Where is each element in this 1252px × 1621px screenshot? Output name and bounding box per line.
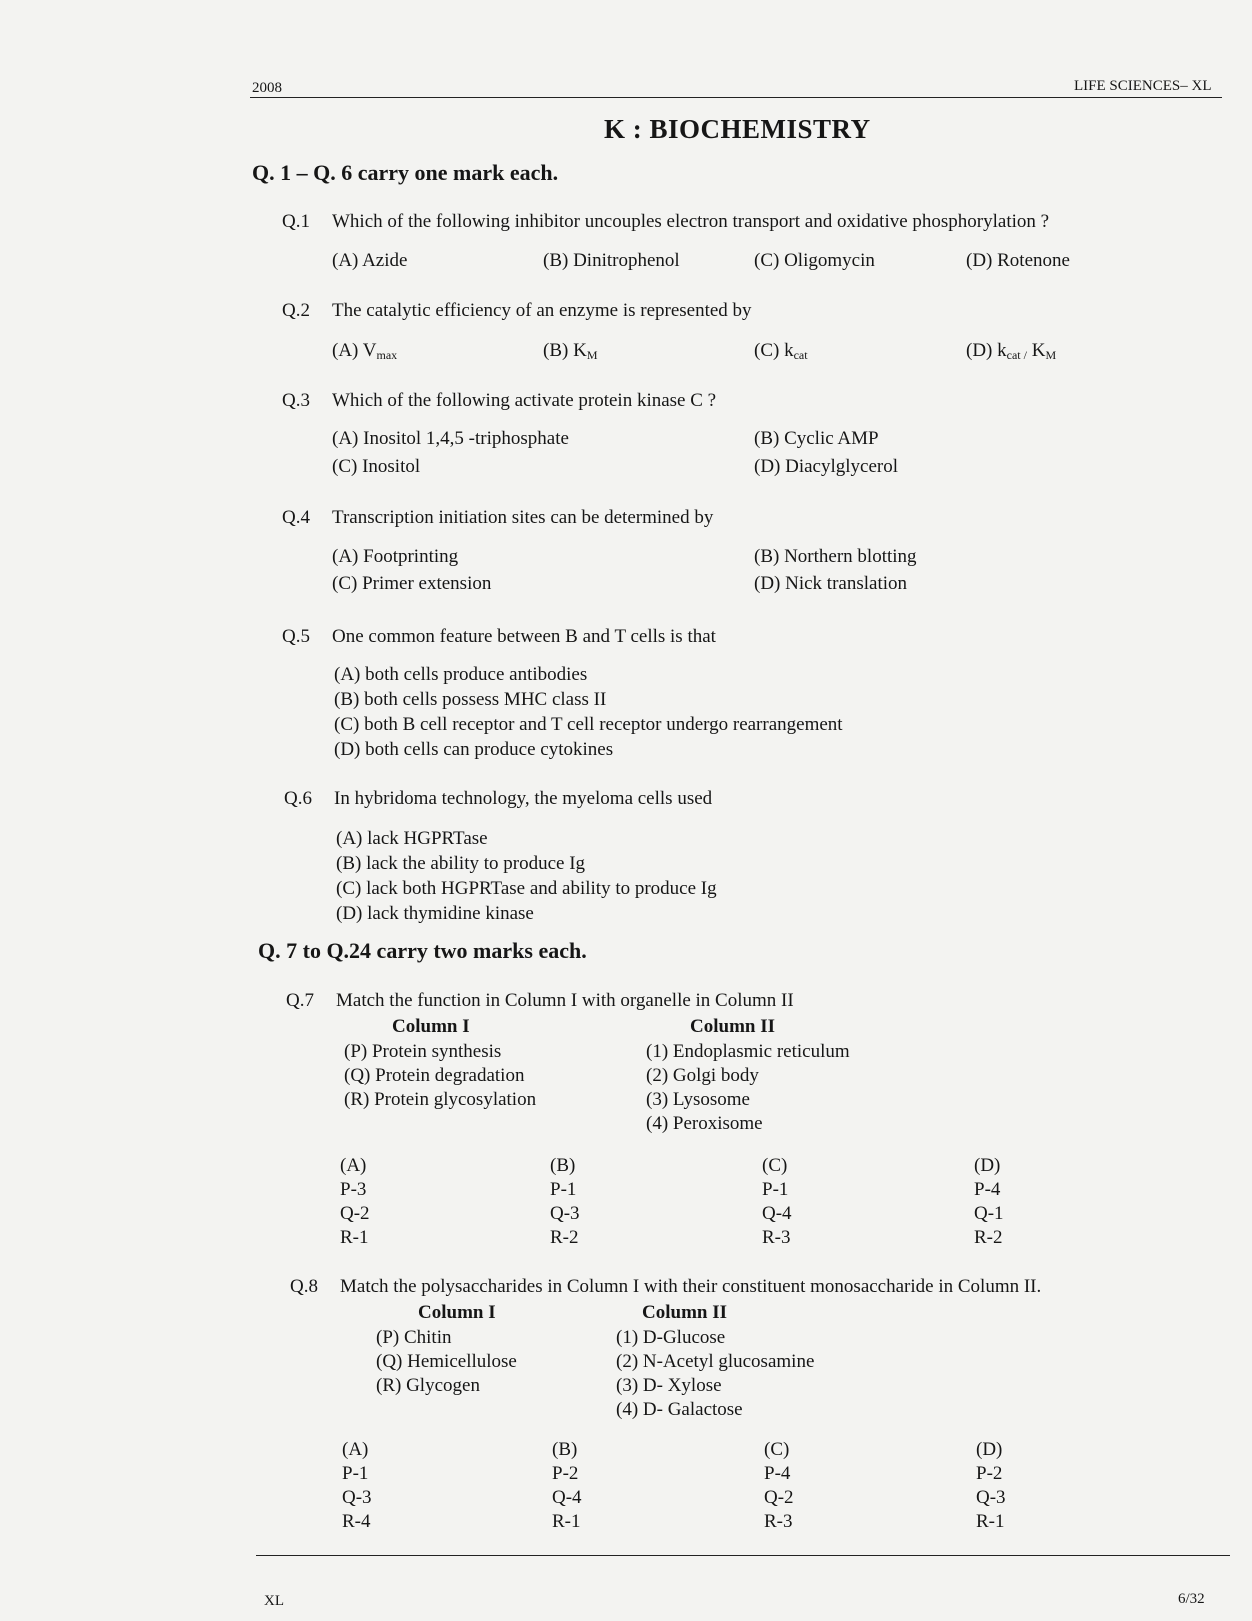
option-b: (B) both cells possess MHC class II xyxy=(334,689,607,710)
option-c: (C) Primer extension xyxy=(332,573,492,594)
question-text: Which of the following inhibitor uncouples electron transport and oxidative phosphorylation ? xyxy=(332,211,1050,232)
option-c: (C) Oligomycin xyxy=(754,250,875,271)
answer-pair: P-1 xyxy=(550,1179,577,1200)
answer-pair: Q-2 xyxy=(340,1203,370,1224)
answer-label: (C) xyxy=(764,1439,790,1460)
answer-label: (B) xyxy=(550,1155,576,1176)
list-item: (3) D- Xylose xyxy=(616,1375,722,1396)
answer-pair: Q-3 xyxy=(342,1487,372,1508)
answer-option-d xyxy=(976,1438,1006,1534)
column-i-list xyxy=(376,1326,517,1398)
list-item: (3) Lysosome xyxy=(646,1089,750,1110)
answer-pair: R-2 xyxy=(974,1227,1003,1248)
list-item: (4) D- Galactose xyxy=(616,1399,743,1420)
answer-option-b xyxy=(552,1438,582,1534)
option-d: (D) lack thymidine kinase xyxy=(336,903,534,924)
question-text: The catalytic efficiency of an enzyme is represented by xyxy=(332,300,752,321)
list-item: (Q) Hemicellulose xyxy=(376,1351,517,1372)
section-heading-two-marks: Q. 7 to Q.24 carry two marks each. xyxy=(258,938,587,963)
option-d: (D) Nick translation xyxy=(754,573,908,594)
question-number: Q.7 xyxy=(286,990,314,1011)
option-c: (C) both B cell receptor and T cell receptor undergo rearrangement xyxy=(334,714,843,735)
option-d: (D) Diacylglycerol xyxy=(754,456,899,477)
page-number: 6/32 xyxy=(1178,1591,1205,1607)
section-heading-one-mark: Q. 1 – Q. 6 carry one mark each. xyxy=(252,160,559,185)
option-a: (A) both cells produce antibodies xyxy=(334,664,588,685)
answer-pair: P-3 xyxy=(340,1179,367,1200)
option-a xyxy=(332,340,397,363)
question-text: Transcription initiation sites can be determined by xyxy=(332,507,714,528)
answer-pair: R-4 xyxy=(342,1511,371,1532)
answer-pair: P-1 xyxy=(762,1179,789,1200)
answer-pair: R-1 xyxy=(340,1227,369,1248)
list-item: (2) Golgi body xyxy=(646,1065,759,1086)
answer-pair: Q-4 xyxy=(552,1487,582,1508)
answer-label: (C) xyxy=(762,1155,788,1176)
column-i-heading: Column I xyxy=(392,1016,470,1037)
page-title: K : BIOCHEMISTRY xyxy=(604,114,871,144)
answer-pair: P-2 xyxy=(976,1463,1003,1484)
column-i-list xyxy=(344,1040,536,1112)
subscript: M xyxy=(1045,348,1057,362)
list-item: (P) Protein synthesis xyxy=(344,1041,502,1062)
answer-label: (A) xyxy=(340,1155,367,1176)
answer-pair: Q-2 xyxy=(764,1487,794,1508)
option-b xyxy=(543,340,597,363)
answer-label: (B) xyxy=(552,1439,578,1460)
answer-pair: Q-1 xyxy=(974,1203,1004,1224)
list-item: (1) Endoplasmic reticulum xyxy=(646,1041,850,1062)
answer-pair: R-1 xyxy=(976,1511,1005,1532)
option-c: (C) lack both HGPRTase and ability to produce Ig xyxy=(336,878,717,899)
list-item: (4) Peroxisome xyxy=(646,1113,763,1134)
answer-pair: R-2 xyxy=(550,1227,579,1248)
question-8 xyxy=(290,1276,1041,1298)
list-item: (R) Glycogen xyxy=(376,1375,480,1396)
answer-option-b xyxy=(550,1154,580,1250)
answer-label: (D) xyxy=(976,1439,1003,1460)
option-text: (A) V xyxy=(332,340,377,361)
list-item: (1) D-Glucose xyxy=(616,1327,726,1348)
answer-option-a xyxy=(342,1438,372,1534)
question-text: Which of the following activate protein kinase C ? xyxy=(332,390,717,411)
answer-pair: Q-3 xyxy=(550,1203,580,1224)
header-rule xyxy=(250,97,1222,98)
option-a: (A) Azide xyxy=(332,250,408,271)
option-d: (D) Rotenone xyxy=(966,250,1070,271)
list-item: (R) Protein glycosylation xyxy=(344,1089,537,1110)
option-b: (B) Dinitrophenol xyxy=(543,250,680,271)
question-5 xyxy=(282,626,716,648)
answer-pair: Q-3 xyxy=(976,1487,1006,1508)
option-text: K xyxy=(1026,340,1046,361)
option-text: (B) K xyxy=(543,340,587,361)
answer-pair: R-3 xyxy=(764,1511,793,1532)
question-4 xyxy=(282,507,713,529)
option-c: (C) Inositol xyxy=(332,456,421,477)
question-1 xyxy=(282,211,1049,233)
column-ii-list xyxy=(616,1326,814,1422)
option-a: (A) Inositol 1,4,5 -triphosphate xyxy=(332,428,569,449)
question-text: Match the function in Column I with organelle in Column II xyxy=(336,990,794,1011)
column-ii-list xyxy=(646,1040,850,1136)
question-text: One common feature between B and T cells is that xyxy=(332,626,716,647)
answer-pair: P-1 xyxy=(342,1463,369,1484)
answer-pair: P-2 xyxy=(552,1463,579,1484)
list-item: (P) Chitin xyxy=(376,1327,452,1348)
question-number: Q.4 xyxy=(282,507,310,528)
column-i-heading: Column I xyxy=(418,1302,496,1323)
question-6 xyxy=(284,788,712,810)
question-number: Q.6 xyxy=(284,788,312,809)
answer-pair: P-4 xyxy=(974,1179,1001,1200)
answer-pair: R-3 xyxy=(762,1227,791,1248)
option-b: (B) lack the ability to produce Ig xyxy=(336,853,586,874)
option-text: (C) k xyxy=(754,340,794,361)
footer-code: XL xyxy=(264,1593,284,1609)
option-d xyxy=(966,340,1056,363)
option-a: (A) Footprinting xyxy=(332,546,459,567)
answer-option-a xyxy=(340,1154,370,1250)
question-text: Match the polysaccharides in Column I with their constituent monosaccharide in Column II. xyxy=(340,1276,1042,1297)
answer-pair: R-1 xyxy=(552,1511,581,1532)
answer-option-c xyxy=(764,1438,794,1534)
question-text: In hybridoma technology, the myeloma cells used xyxy=(334,788,713,809)
question-number: Q.8 xyxy=(290,1276,318,1297)
answer-option-c xyxy=(762,1154,792,1250)
answer-label: (D) xyxy=(974,1155,1001,1176)
question-3 xyxy=(282,390,716,412)
answer-option-d xyxy=(974,1154,1004,1250)
option-text: (D) k xyxy=(966,340,1007,361)
list-item: (Q) Protein degradation xyxy=(344,1065,525,1086)
header-paper: LIFE SCIENCES– XL xyxy=(1074,78,1212,94)
option-a: (A) lack HGPRTase xyxy=(336,828,488,849)
answer-pair: P-4 xyxy=(764,1463,791,1484)
footer-rule xyxy=(256,1555,1230,1556)
subscript: M xyxy=(586,348,598,362)
answer-pair: Q-4 xyxy=(762,1203,792,1224)
question-number: Q.1 xyxy=(282,211,310,232)
question-number: Q.2 xyxy=(282,300,310,321)
question-2 xyxy=(282,300,752,322)
column-ii-heading: Column II xyxy=(690,1016,775,1037)
question-number: Q.3 xyxy=(282,390,310,411)
question-7 xyxy=(286,990,794,1012)
option-b: (B) Northern blotting xyxy=(754,546,917,567)
column-ii-heading: Column II xyxy=(642,1302,727,1323)
option-b: (B) Cyclic AMP xyxy=(754,428,879,449)
header-year: 2008 xyxy=(252,80,282,96)
subscript: cat / xyxy=(1006,348,1027,362)
list-item: (2) N-Acetyl glucosamine xyxy=(616,1351,815,1372)
subscript: cat xyxy=(793,348,808,362)
option-d: (D) both cells can produce cytokines xyxy=(334,739,614,760)
answer-label: (A) xyxy=(342,1439,369,1460)
question-number: Q.5 xyxy=(282,626,310,647)
option-c xyxy=(754,340,808,363)
subscript: max xyxy=(376,348,398,362)
